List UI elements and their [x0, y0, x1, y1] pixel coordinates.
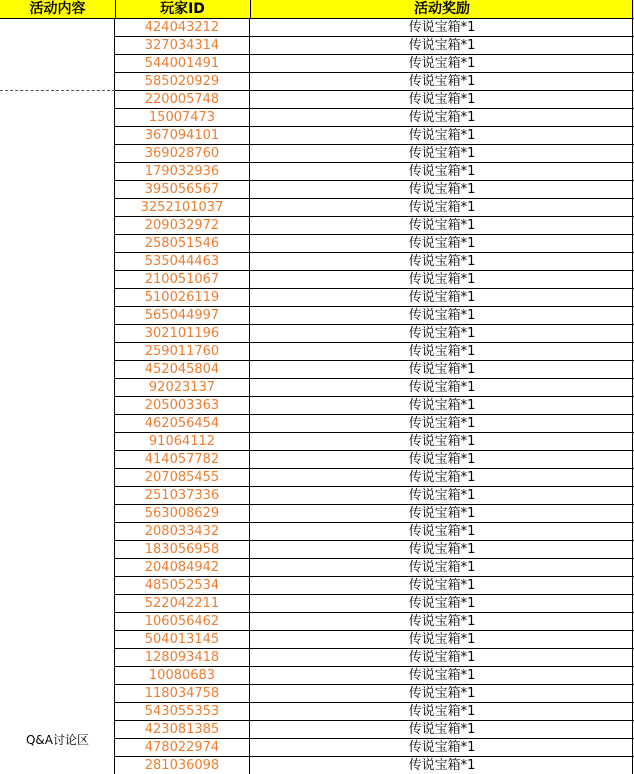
player-id-cell[interactable]: 395056567 [115, 181, 250, 199]
player-id-cell[interactable]: 210051067 [115, 271, 250, 289]
player-id-cell[interactable]: 504013145 [115, 631, 250, 649]
table-row[interactable] [115, 397, 634, 415]
table-row[interactable] [115, 523, 634, 541]
table-row[interactable] [115, 289, 634, 307]
table-row[interactable] [115, 271, 634, 289]
table-row[interactable] [115, 505, 634, 523]
table-row[interactable] [115, 595, 634, 613]
reward-cell[interactable]: 传说宝箱*1 [408, 290, 476, 305]
table-row[interactable] [115, 361, 634, 379]
table-row[interactable] [115, 379, 634, 397]
player-id-cell[interactable]: 281036098 [115, 757, 250, 774]
table-row[interactable] [115, 433, 634, 451]
reward-cell[interactable]: 传说宝箱*1 [408, 578, 476, 593]
table-header [0, 0, 634, 19]
player-id-cell[interactable]: 10080683 [115, 667, 250, 685]
player-id-cell[interactable]: 543055353 [115, 703, 250, 721]
reward-cell[interactable]: 传说宝箱*1 [408, 236, 476, 251]
table-body [115, 19, 634, 774]
table-row[interactable] [115, 235, 634, 253]
table-row[interactable] [115, 649, 634, 667]
table-row[interactable] [115, 199, 634, 217]
player-id-cell[interactable]: 106056462 [115, 613, 250, 631]
reward-cell[interactable]: 传说宝箱*1 [408, 632, 476, 647]
player-id-cell[interactable]: 204084942 [115, 559, 250, 577]
reward-cell[interactable]: 传说宝箱*1 [408, 218, 476, 233]
reward-cell[interactable]: 传说宝箱*1 [408, 380, 476, 395]
reward-cell[interactable]: 传说宝箱*1 [408, 146, 476, 161]
reward-cell[interactable]: 传说宝箱*1 [408, 362, 476, 377]
reward-cell[interactable]: 传说宝箱*1 [408, 20, 476, 35]
reward-cell[interactable]: 传说宝箱*1 [408, 542, 476, 557]
reward-cell[interactable]: 传说宝箱*1 [408, 506, 476, 521]
player-id-cell[interactable]: 258051546 [115, 235, 250, 253]
table-row[interactable] [115, 613, 634, 631]
section-divider [0, 90, 115, 91]
table-row[interactable] [115, 487, 634, 505]
player-id-cell[interactable]: 259011760 [115, 343, 250, 361]
reward-cell[interactable]: 传说宝箱*1 [408, 200, 476, 215]
player-id-cell[interactable]: 327034314 [115, 37, 250, 55]
table-row[interactable] [115, 343, 634, 361]
reward-cell[interactable]: 传说宝箱*1 [408, 686, 476, 701]
player-id-cell[interactable]: 563008629 [115, 505, 250, 523]
table-row[interactable] [115, 37, 634, 55]
player-id-cell[interactable]: 565044997 [115, 307, 250, 325]
reward-cell[interactable]: 传说宝箱*1 [408, 254, 476, 269]
player-id-cell[interactable]: 544001491 [115, 55, 250, 73]
reward-cell[interactable]: 传说宝箱*1 [408, 74, 476, 89]
reward-cell[interactable]: 传说宝箱*1 [408, 56, 476, 71]
player-id-cell[interactable]: 208033432 [115, 523, 250, 541]
table-row[interactable] [115, 667, 634, 685]
table-row[interactable] [115, 757, 634, 774]
player-id-cell[interactable]: 367094101 [115, 127, 250, 145]
reward-cell[interactable]: 传说宝箱*1 [408, 650, 476, 665]
table-row[interactable] [115, 109, 634, 127]
reward-cell[interactable]: 传说宝箱*1 [408, 668, 476, 683]
reward-cell[interactable]: 传说宝箱*1 [408, 596, 476, 611]
reward-cell[interactable]: 传说宝箱*1 [408, 560, 476, 575]
reward-cell[interactable]: 传说宝箱*1 [408, 38, 476, 53]
player-id-cell[interactable]: 485052534 [115, 577, 250, 595]
player-id-cell[interactable]: 179032936 [115, 163, 250, 181]
player-id-cell[interactable]: 3252101037 [115, 199, 250, 217]
table-row[interactable] [115, 145, 634, 163]
reward-cell[interactable]: 传说宝箱*1 [408, 704, 476, 719]
player-id-cell[interactable]: 251037336 [115, 487, 250, 505]
table-row[interactable] [115, 685, 634, 703]
header-player-id[interactable]: 玩家ID [115, 0, 251, 19]
reward-cell[interactable]: 传说宝箱*1 [408, 416, 476, 431]
player-id-cell[interactable]: 118034758 [115, 685, 250, 703]
reward-cell[interactable]: 传说宝箱*1 [408, 272, 476, 287]
reward-cell[interactable]: 传说宝箱*1 [408, 758, 476, 773]
reward-cell[interactable]: 传说宝箱*1 [408, 110, 476, 125]
player-id-cell[interactable]: 15007473 [115, 109, 250, 127]
player-id-cell[interactable]: 302101196 [115, 325, 250, 343]
activity-column [0, 19, 115, 774]
table-row[interactable] [115, 739, 634, 757]
reward-cell[interactable]: 传说宝箱*1 [408, 128, 476, 143]
player-id-cell[interactable]: 424043212 [115, 19, 250, 37]
section-label[interactable]: Q&A讨论区 [25, 733, 89, 747]
player-id-cell[interactable]: 91064112 [115, 433, 250, 451]
reward-cell[interactable]: 传说宝箱*1 [408, 470, 476, 485]
player-id-cell[interactable]: 478022974 [115, 739, 250, 757]
player-id-cell[interactable]: 535044463 [115, 253, 250, 271]
table-row[interactable] [115, 73, 634, 91]
reward-cell[interactable]: 传说宝箱*1 [408, 614, 476, 629]
player-id-cell[interactable]: 522042211 [115, 595, 250, 613]
reward-cell[interactable]: 传说宝箱*1 [408, 344, 476, 359]
reward-cell[interactable]: 传说宝箱*1 [408, 452, 476, 467]
reward-cell[interactable]: 传说宝箱*1 [408, 182, 476, 197]
reward-cell[interactable]: 传说宝箱*1 [408, 92, 476, 107]
table-row[interactable] [115, 19, 634, 37]
table-row[interactable] [115, 325, 634, 343]
table-row[interactable] [115, 451, 634, 469]
table-row[interactable] [115, 307, 634, 325]
table-row[interactable] [115, 163, 634, 181]
table-row[interactable] [115, 559, 634, 577]
header-reward[interactable]: 活动奖励 [414, 1, 470, 17]
player-id-cell[interactable]: 462056454 [115, 415, 250, 433]
player-id-cell[interactable]: 207085455 [115, 469, 250, 487]
reward-cell[interactable]: 传说宝箱*1 [408, 524, 476, 539]
reward-cell[interactable]: 传说宝箱*1 [408, 740, 476, 755]
reward-cell[interactable]: 传说宝箱*1 [408, 488, 476, 503]
table-row[interactable] [115, 721, 634, 739]
player-id-cell[interactable]: 220005748 [115, 91, 250, 109]
player-id-cell[interactable]: 183056958 [115, 541, 250, 559]
player-id-cell[interactable]: 205003363 [115, 397, 250, 415]
table-row[interactable] [115, 181, 634, 199]
player-id-cell[interactable]: 423081385 [115, 721, 250, 739]
table-row[interactable] [115, 253, 634, 271]
reward-cell[interactable]: 传说宝箱*1 [408, 398, 476, 413]
player-id-cell[interactable]: 92023137 [115, 379, 250, 397]
table-row[interactable] [115, 415, 634, 433]
player-id-cell[interactable]: 585020929 [115, 73, 250, 91]
table-row[interactable] [115, 703, 634, 721]
table-row[interactable] [115, 577, 634, 595]
player-id-cell[interactable]: 510026119 [115, 289, 250, 307]
reward-cell[interactable]: 传说宝箱*1 [408, 434, 476, 449]
header-activity[interactable]: 活动内容 [0, 0, 116, 19]
table-row[interactable] [115, 469, 634, 487]
table-row[interactable] [115, 127, 634, 145]
reward-cell[interactable]: 传说宝箱*1 [408, 164, 476, 179]
table-row[interactable] [115, 217, 634, 235]
reward-cell[interactable]: 传说宝箱*1 [408, 308, 476, 323]
table-row[interactable] [115, 541, 634, 559]
player-id-cell[interactable]: 369028760 [115, 145, 250, 163]
table-row[interactable] [115, 55, 634, 73]
table-row[interactable] [115, 91, 634, 109]
table-right-border [632, 0, 633, 774]
player-id-cell[interactable]: 452045804 [115, 361, 250, 379]
player-id-cell[interactable]: 209032972 [115, 217, 250, 235]
reward-cell[interactable]: 传说宝箱*1 [408, 722, 476, 737]
table-row[interactable] [115, 631, 634, 649]
player-id-cell[interactable]: 414057782 [115, 451, 250, 469]
player-id-cell[interactable]: 128093418 [115, 649, 250, 667]
reward-cell[interactable]: 传说宝箱*1 [408, 326, 476, 341]
